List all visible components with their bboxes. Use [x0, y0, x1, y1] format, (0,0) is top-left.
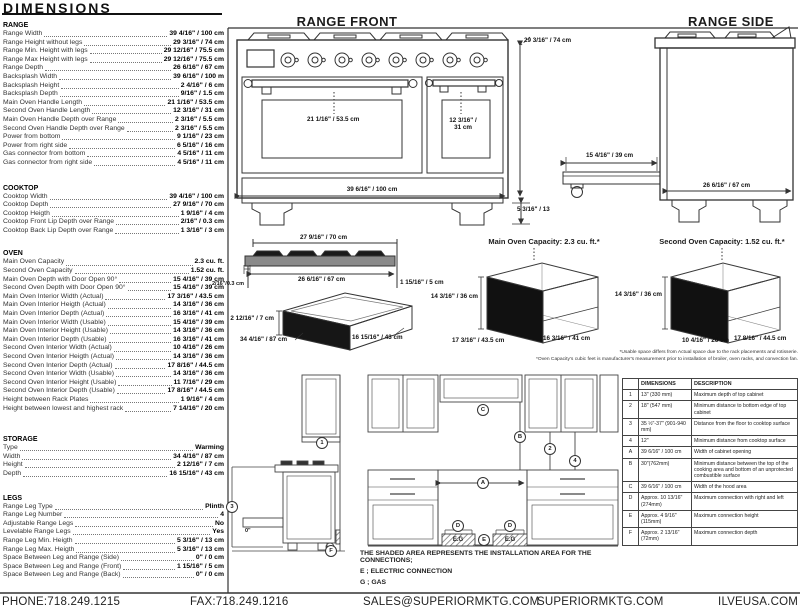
spec-label: Main Oven Interior Height (Usable) — [3, 327, 109, 335]
spec-section-title: RANGE — [3, 22, 29, 29]
row-dimension: 35 ½"-37" (901-940 mm) — [639, 418, 692, 435]
spec-value: 1 3/16" / 3 cm — [180, 226, 224, 234]
row-dimension: 12" — [639, 436, 692, 447]
spec-value: 4 — [220, 511, 224, 519]
spec-label: Second Oven Capacity — [3, 267, 73, 275]
spec-value: Yes — [212, 528, 224, 536]
spec-value: 1 15/16" / 5 cm — [176, 562, 224, 570]
main-oven-capacity-title: Main Oven Capacity: 2.3 cu. ft.* — [488, 237, 600, 246]
row-description: Maximum connection depth — [692, 528, 798, 545]
spec-value: 17 3/16" / 43.5 cm — [167, 292, 224, 300]
spec-label: Range Leg Max. Heigth — [3, 545, 75, 553]
spec-label: Backsplash Height — [3, 81, 60, 89]
main-oven-height-label: 14 3/16" / 36 cm — [430, 293, 478, 300]
spec-value: 2 3/16" / 5.5 cm — [175, 124, 224, 132]
spec-section-title: STORAGE — [3, 436, 38, 444]
spec-label: Main Oven Capacity — [3, 258, 65, 266]
row-key: 2 — [623, 401, 639, 418]
spec-label: Range Min. Height with legs — [3, 47, 88, 55]
row-dimension: 13" (330 mm) — [639, 390, 692, 401]
spec-section-title: COOKTOP — [3, 184, 39, 192]
spec-label: Space Between Leg and Range (Back) — [3, 571, 121, 579]
spec-label: Height — [3, 461, 23, 469]
front-height-label: 29 3/16" / 74 cm — [524, 37, 572, 44]
callout-a: A — [477, 477, 489, 489]
spec-value: 1 9/16" / 4 cm — [180, 209, 224, 217]
spec-label: Width — [3, 452, 21, 460]
front-second-handle-label — [441, 117, 485, 131]
row-description: Minimum distance to bottom edge of top cabinet — [692, 401, 798, 418]
row-dimension: 30"(762mm) — [639, 458, 692, 482]
callout-d: D — [504, 520, 516, 532]
spec-value: 2 3/16" / 5.5 cm — [175, 115, 224, 123]
spec-value: 2.3 cu. ft. — [194, 258, 224, 266]
spec-label: Cooktop Depth — [3, 201, 49, 209]
callout-1: 1 — [316, 437, 328, 449]
spec-label: Height between Rack Plates — [3, 395, 89, 403]
spec-value: Plinth — [205, 502, 224, 510]
row-dimension: Approx. 10 13/16" (274mm) — [639, 493, 692, 510]
front-second-handle-line1: 12 3/16" / — [449, 117, 477, 124]
footer-phone: PHONE:718.249.1215 — [2, 596, 121, 608]
spec-label: Power from right side — [3, 141, 68, 149]
spec-value: 29 3/16" / 74 cm — [173, 38, 224, 46]
spec-label: Second Oven Handle Depth over Range — [3, 124, 125, 132]
spec-label: Cooktop Back Lip Depth over Range — [3, 226, 114, 234]
spec-label: Cooktop Width — [3, 192, 48, 200]
row-description: Maximum depth of top cabinet — [692, 390, 798, 401]
callout-2: 2 — [544, 443, 556, 455]
side-door-zero-label: 0" — [245, 528, 251, 534]
spec-label: Main Oven Handle Depth over Range — [3, 115, 117, 123]
spec-value: 16 3/16" / 41 cm — [173, 335, 224, 343]
storage-width-label: 34 4/16" / 87 cm — [240, 336, 288, 343]
spec-value: 29 12/16" / 75.5 cm — [163, 55, 224, 63]
installation-note: THE SHADED AREA REPRESENTS THE INSTALLATION AREA FOR THE CONNECTIONS; — [360, 550, 592, 564]
spec-label: Gas connector from bottom — [3, 150, 86, 158]
row-key: B — [623, 458, 639, 482]
front-main-handle-label: 21 1/16" / 53.5 cm — [307, 116, 360, 123]
spec-value: Warming — [195, 444, 224, 452]
row-dimension: 39 6/16" / 100 cm — [639, 482, 692, 493]
row-key: 1 — [623, 390, 639, 401]
front-leg-label: 5 3/16" / 13 — [517, 206, 550, 213]
spec-label: Range Leg Min. Heigth — [3, 536, 73, 544]
spec-value: 39 6/16" / 100 m — [173, 72, 224, 80]
spec-label: Range Leg Number — [3, 511, 63, 519]
table-header-dimensions: DIMENSIONS — [639, 379, 692, 390]
legend-gas: G ; GAS — [360, 579, 387, 586]
connection-box-label: E.G — [504, 537, 516, 543]
spec-value: 14 3/16" / 36 cm — [173, 327, 224, 335]
storage-height-label: 2 12/16" / 7 cm — [230, 315, 274, 322]
footnote-capacity: *Oven Capacity's cubic feet is manufacturer's measurement prior to installation of broiler, oven racks, and convection fan. — [535, 356, 798, 362]
cooktop-inner-width-label: 26 6/16" / 67 cm — [298, 276, 346, 283]
spec-label: Second Oven Handle Length — [3, 107, 91, 115]
spec-value: 34 4/16" / 87 cm — [173, 452, 224, 460]
spec-label: Main Oven Interior Depth (Usable) — [3, 335, 107, 343]
callout-b: B — [514, 431, 526, 443]
spec-label: Second Oven Interior Heigth (Actual) — [3, 353, 115, 360]
spec-value: 15 4/16" / 39 cm — [173, 284, 224, 292]
spec-label: Range Max Height with legs — [3, 55, 88, 63]
row-key: F — [623, 528, 639, 545]
spec-label: Range Leg Type — [3, 502, 53, 510]
callout-f: F — [325, 545, 337, 557]
spec-label: Second Oven Interior Depth (Actual) — [3, 361, 113, 369]
row-dimension: Approx. 4 9/16" (115mm) — [639, 510, 692, 527]
spec-section-title: LEGS — [3, 494, 23, 502]
spec-value: 14 3/16" / 36 cm — [173, 370, 224, 378]
front-second-handle-line2: 31 cm — [454, 124, 472, 131]
spec-label: Range Height without legs — [3, 38, 83, 46]
spec-label: Adjustable Range Legs — [3, 519, 74, 527]
page-title: DIMENSIONS — [3, 0, 112, 16]
row-description: Maximum connection height — [692, 510, 798, 527]
row-dimension: 39 6/16" / 100 cm — [639, 447, 692, 458]
second-oven-depth-label: 17 8/16" / 44.5 cm — [734, 335, 787, 342]
spec-value: 9 1/16" / 23 cm — [176, 133, 224, 141]
spec-value: 29 12/16" / 75.5 cm — [163, 47, 224, 55]
spec-label: Power from bottom — [3, 133, 61, 141]
table-header-description: DESCRIPTION — [692, 379, 798, 390]
spec-value: 2 12/16" / 7 cm — [176, 461, 224, 469]
spec-label: Second Oven Depth with Door Open 90° — [3, 284, 126, 292]
spec-value: 7 14/16" / 20 cm — [173, 404, 224, 412]
spec-label: Second Oven Interior Width (Usable) — [3, 370, 115, 378]
row-description: Distance from the floor to cooktop surface — [692, 418, 798, 435]
spec-value: 2/16" / 0.3 cm — [180, 218, 224, 226]
spec-label: Second Oven Interior Width (Actual) — [3, 344, 112, 352]
spec-value: 4 5/16" / 11 cm — [177, 158, 224, 166]
footer-ilve-website[interactable]: ILVEUSA.COM — [718, 596, 798, 608]
spec-value: 2 4/16" / 6 cm — [180, 81, 224, 89]
spec-label: Cooktop Heigth — [3, 209, 50, 217]
spec-value: 1 9/16" / 4 cm — [180, 395, 224, 403]
spec-value: 9/16" / 1.5 cm — [180, 90, 224, 98]
spec-value: 6 5/16" / 16 cm — [176, 141, 224, 149]
side-depth-label: 26 6/16" / 67 cm — [703, 182, 751, 189]
cooktop-width-label: 27 9/16" / 70 cm — [300, 234, 348, 241]
spec-label: Main Oven Interior Width (Usable) — [3, 318, 106, 326]
row-key: A — [623, 447, 639, 458]
row-key: 3 — [623, 418, 639, 435]
callout-d: D — [452, 520, 464, 532]
spec-value: 16 15/16" / 43 cm — [169, 469, 224, 477]
spec-label: Type — [3, 444, 18, 452]
callout-4: 4 — [569, 455, 581, 467]
row-dimension: Approx. 2 13/16" (72mm) — [639, 528, 692, 545]
second-oven-width-label: 10 4/16" / 26 cm — [682, 337, 730, 344]
spec-label: Space Between Leg and Range (Front) — [3, 562, 122, 570]
spec-label: Main Oven Interior Heigth (Actual) — [3, 301, 106, 309]
legend-electric: E ; ELECTRIC CONNECTION — [360, 568, 453, 575]
row-description: Minimum distance from cooktop surface — [692, 436, 798, 447]
spec-label: Main Oven Handle Length — [3, 98, 82, 106]
spec-label: Levelable Range Legs — [3, 528, 71, 536]
callout-c: C — [477, 404, 489, 416]
spec-value: 4 5/16" / 11 cm — [177, 150, 224, 158]
spec-value: 12 3/16" / 31 cm — [173, 107, 224, 115]
spec-value: 26 6/16" / 67 cm — [173, 64, 224, 72]
spec-label: Second Oven Interior Height (Usable) — [3, 378, 117, 386]
spec-label: Main Oven Interior Width (Actual) — [3, 292, 104, 300]
spec-label: Main Oven Interior Depth (Actual) — [3, 310, 105, 318]
cooktop-back-lip-label: 1 15/16" / 5 cm — [400, 279, 444, 286]
spec-value: 17 8/16" / 44.5 cm — [167, 387, 224, 395]
spec-value: 5 3/16" / 13 cm — [176, 536, 224, 544]
side-door-open-label: 15 4/16" / 39 cm — [586, 152, 634, 159]
spec-label: Height between lowest and highest rack — [3, 404, 124, 412]
spec-label: Main Oven Depth with Door Open 90° — [3, 275, 118, 283]
spec-label: Cooktop Front Lip Depth over Range — [3, 218, 115, 226]
spec-label: Backsplash Width — [3, 72, 58, 80]
row-key: C — [623, 482, 639, 493]
spec-value: 0" / 0 cm — [195, 571, 224, 579]
spec-label: Depth — [3, 469, 22, 477]
main-oven-depth-label: 16 3/16" / 41 cm — [543, 335, 591, 342]
spec-label: Space Between Leg and Range (Side) — [3, 554, 120, 562]
row-key: E — [623, 510, 639, 527]
row-description: Width of cabinet opening — [692, 447, 798, 458]
range-side-title: RANGE SIDE — [688, 14, 774, 29]
spec-label: Second Oven Interior Depth (Usable) — [3, 387, 115, 395]
front-width-label: 39 6/16" / 100 cm — [346, 186, 398, 193]
spec-value: 27 9/16" / 70 cm — [173, 201, 224, 209]
spec-label: Range Depth — [3, 64, 44, 72]
footer-fax: FAX:718.249.1216 — [190, 596, 289, 608]
row-key: 4 — [623, 436, 639, 447]
spec-value: No — [214, 519, 224, 527]
spec-value: 0" / 0 cm — [195, 554, 224, 562]
spec-value: 17 8/16" / 44.5 cm — [167, 361, 224, 369]
spec-value: 39 4/16" / 100 cm — [169, 192, 224, 200]
connection-box-label: E.G — [452, 537, 464, 543]
spec-value: 15 4/16" / 39 cm — [173, 318, 224, 326]
spec-value: 39 4/16" / 100 cm — [169, 30, 224, 37]
main-oven-width-label: 17 3/16" / 43.5 cm — [452, 337, 505, 344]
row-key: D — [623, 493, 639, 510]
spec-label: Range Width — [3, 30, 43, 37]
spec-value: 14 3/16" / 36 cm — [173, 301, 224, 309]
spec-value: 1.52 cu. ft. — [190, 267, 224, 275]
footnote-usable-space: *Usable space differs from Actual space due to the rack placements and rotisserie. — [619, 350, 798, 355]
spec-value: 21 1/16" / 53.5 cm — [167, 98, 224, 106]
row-description: Width of the hood area — [692, 482, 798, 493]
footer-email[interactable]: SALES@SUPERIORMKTG.COM — [363, 596, 540, 608]
spec-value: 15 4/16" / 39 cm — [173, 275, 224, 283]
spec-value: 5 3/16" / 13 cm — [176, 545, 224, 553]
second-oven-capacity-title: Second Oven Capacity: 1.52 cu. ft.* — [659, 237, 785, 246]
storage-depth-label: 16 15/16" / 43 cm — [352, 334, 403, 341]
cooktop-front-lip-label: 2/16"/0.3 cm — [212, 281, 244, 287]
callout-e: E — [478, 534, 490, 546]
range-front-title: RANGE FRONT — [296, 14, 398, 29]
oven-capacity-footnotes — [528, 350, 798, 363]
second-oven-height-label: 14 3/16" / 36 cm — [614, 291, 662, 298]
row-description: Maximum connection with right and left — [692, 493, 798, 510]
spec-value: 14 3/16" / 36 cm — [173, 353, 224, 360]
footer-website[interactable]: SUPERIORMKTG.COM — [537, 596, 664, 608]
row-dimension: 18" (547 mm) — [639, 401, 692, 418]
callout-3: 3 — [226, 501, 238, 513]
spec-label: Backsplash Depth — [3, 90, 58, 98]
row-description: Minimum distance between the top of the cooking area and bottom of an unprotected combustible surface — [692, 458, 798, 482]
spec-value: 10 4/16" / 26 cm — [173, 344, 224, 352]
spec-section-title: OVEN — [3, 250, 23, 258]
spec-value: 16 3/16" / 41 cm — [173, 310, 224, 318]
spec-value: 11 7/16" / 29 cm — [173, 378, 224, 386]
spec-label: Gas connector from right side — [3, 158, 93, 166]
